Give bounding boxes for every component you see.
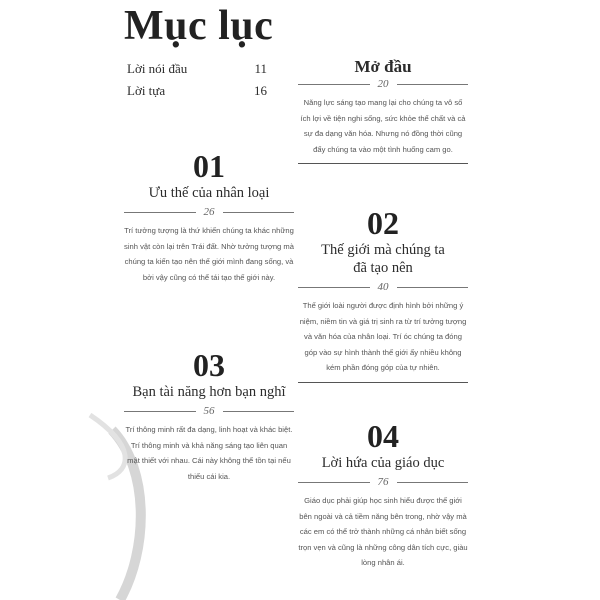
toc-entry-chapter-04[interactable] [298,420,468,571]
divider [223,212,295,213]
toc-entry-intro[interactable] [298,58,468,164]
divider [397,84,469,85]
chapter-number: 01 [193,148,225,184]
chapter-number: 02 [367,205,399,241]
front-matter-label: Lời nói đầu [127,61,188,76]
section-title: Mở đầu [354,57,412,76]
page-number: 76 [377,476,389,488]
chapter-title: Bạn tài năng hơn bạn nghĩ [132,384,286,400]
divider [298,382,468,383]
section-description: Năng lực sáng tạo mang lại cho chúng ta vô số ích lợi về tiện nghi sống, sức khỏe thể chất và cả sự đa dạng văn hóa. Nhưng nó đồng thời cũng đẩy chúng ta vào một tình huống cam go. [300,98,466,154]
front-matter-label: Lời tựa [127,83,166,98]
page-number-row [298,78,468,90]
front-matter-item[interactable] [127,80,267,102]
divider [298,287,370,288]
toc-entry-chapter-03[interactable] [124,349,294,484]
divider [298,84,370,85]
divider [124,411,196,412]
chapter-description: Giáo dục phải giúp học sinh hiểu được thế giới bên ngoài và cả tiềm năng bên trong, nhờ vậy mà các em có thể trở thành những cá nhân biết sống trọn vẹn và cũng là những công dân tích cực, giàu lòng nhân ái. [298,496,468,567]
front-matter-list [127,58,267,102]
page-number: 20 [377,78,389,90]
toc-entry-chapter-01[interactable] [124,150,294,285]
divider [397,482,469,483]
divider [298,163,468,164]
page-number: 26 [203,206,215,218]
chapter-title: Thế giới mà chúng ta đã tạo nên [321,242,445,276]
front-matter-page: 11 [254,61,267,76]
front-matter-page: 16 [254,83,267,98]
chapter-title: Lời hứa của giáo dục [321,455,445,471]
page-number-row [124,405,294,417]
chapter-number: 04 [367,418,399,454]
toc-entry-chapter-02[interactable] [298,207,468,383]
divider [298,482,370,483]
front-matter-item[interactable] [127,58,267,80]
page-number-row [124,206,294,218]
chapter-number: 03 [193,347,225,383]
page-title: Mục lục [124,3,274,49]
page-number-row [298,476,468,488]
divider [124,212,196,213]
chapter-description: Trí thông minh rất đa dạng, linh hoạt và khác biệt. Trí thông minh và khả năng sáng tạo liên quan mật thiết với nhau. Cái này không thể tồn tại nếu thiếu cái kia. [125,425,293,481]
divider [223,411,295,412]
chapter-title: Ưu thế của nhân loại [148,185,270,201]
page-number: 40 [377,281,389,293]
page-number-row [298,281,468,293]
chapter-description: Trí tưởng tượng là thứ khiến chúng ta khác những sinh vật còn lại trên Trái đất. Nhờ tưởng tượng mà chúng ta kiến tạo nên thế giới mình đang sống, và bởi vậy cũng có thể tái tạo thế giới này. [124,226,294,282]
page-number: 56 [203,405,215,417]
chapter-description: Thế giới loài người được định hình bởi những ý niệm, niềm tin và giá trị sinh ra từ trí tưởng tượng và văn hóa của nhân loại. Trí óc chúng ta đóng góp vào sự hình thành thế giới ấy nhiều không kém phần đóng góp của tự nhiên. [299,301,467,372]
divider [397,287,469,288]
